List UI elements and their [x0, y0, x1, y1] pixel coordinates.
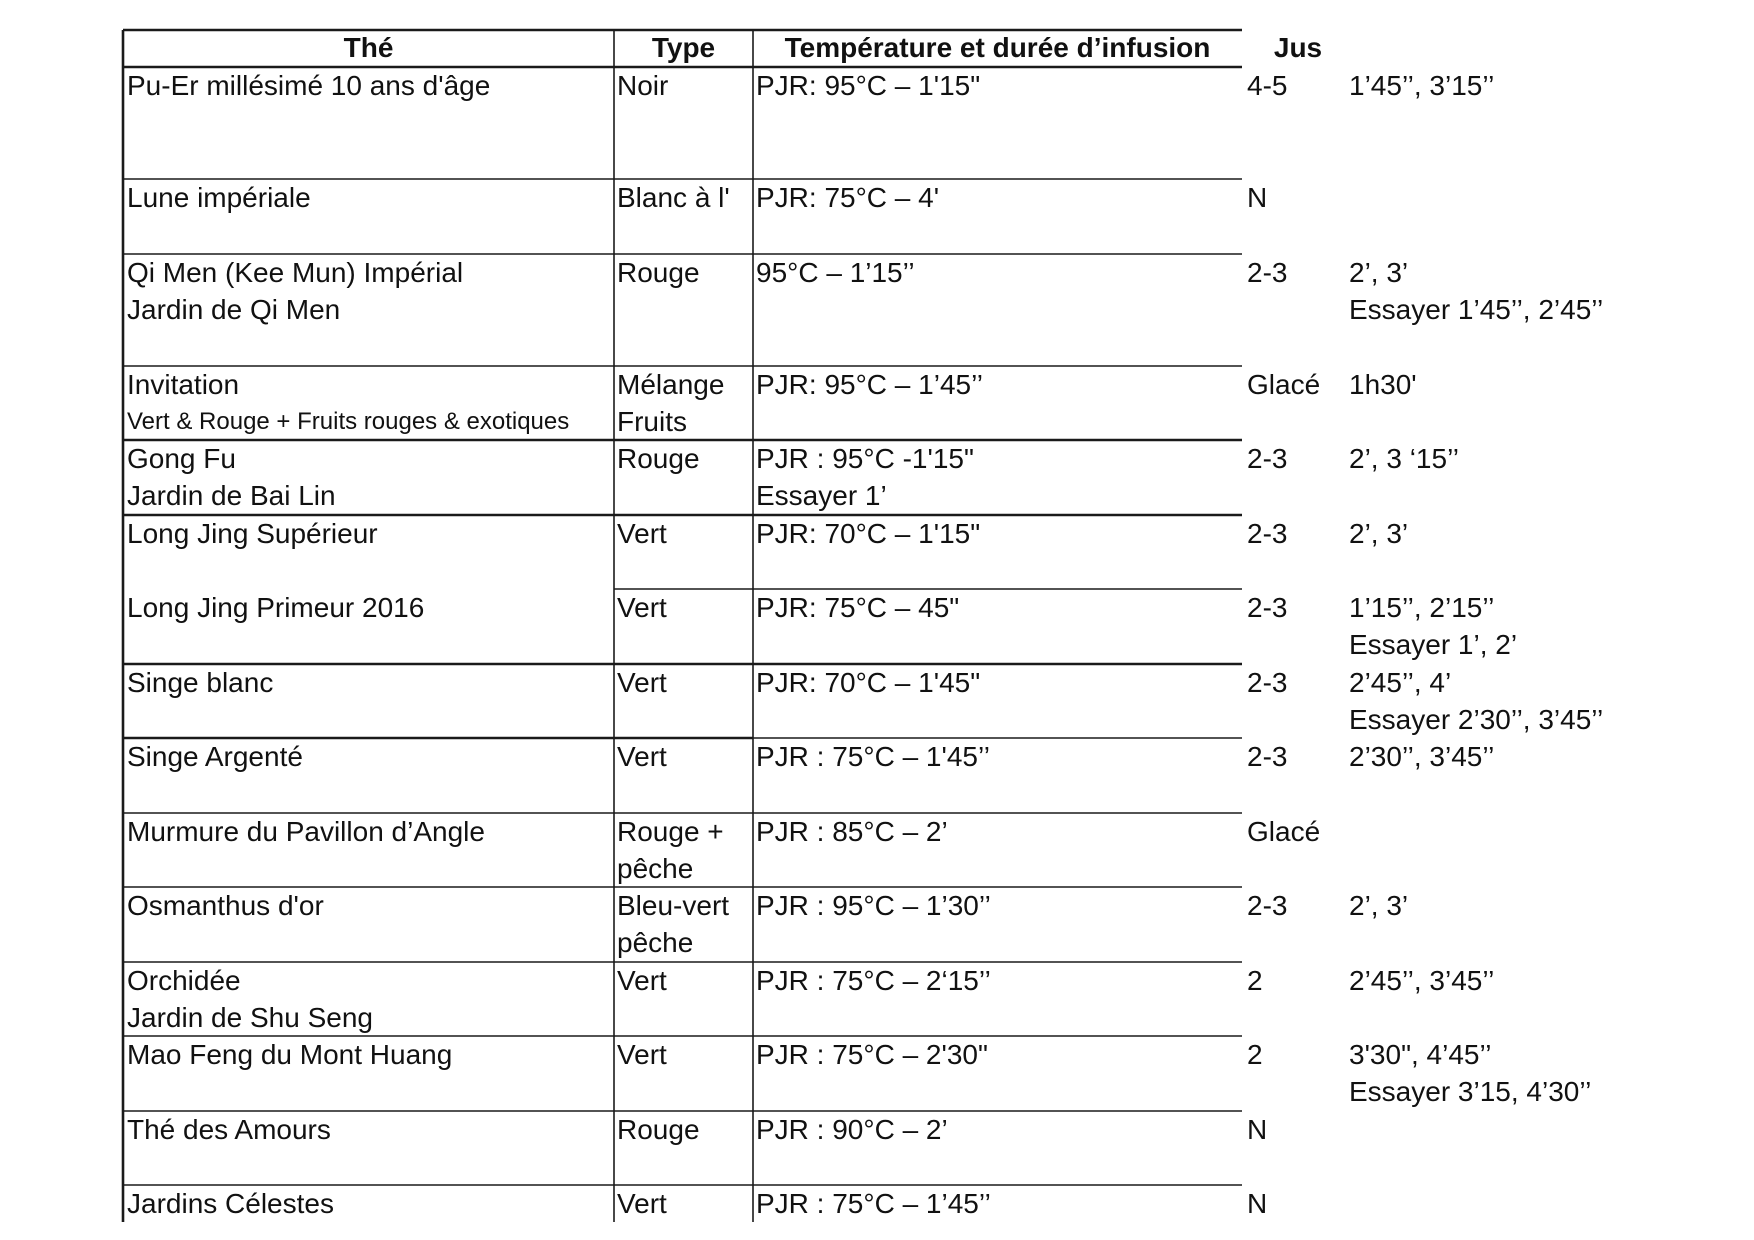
jus-value: 2-3 — [1247, 443, 1288, 474]
tea-type: Vert — [617, 1039, 667, 1070]
cell-jus — [1247, 887, 1287, 924]
cell-jus — [1247, 515, 1287, 552]
jus-value: Glacé — [1247, 369, 1321, 400]
jus-value: N — [1247, 1188, 1268, 1219]
tea-name: Gong Fu — [127, 443, 236, 474]
reinfusion-text: 1’45’’, 3’15’’ — [1349, 70, 1495, 101]
tea-type-line2: pêche — [617, 853, 694, 884]
infusion-text: PJR: 70°C – 1'45" — [756, 667, 981, 698]
tea-type: Rouge — [617, 257, 700, 288]
cell-the — [127, 738, 303, 775]
infusion-text: PJR: 75°C – 4' — [756, 182, 940, 213]
reinfusion-text: 2’30’’, 3’45’’ — [1349, 741, 1495, 772]
reinfusion-text: 2’, 3 ‘15’’ — [1349, 443, 1460, 474]
reinfusion-text: 1h30' — [1349, 369, 1417, 400]
infusion-text: PJR: 95°C – 1'15" — [756, 70, 981, 101]
tea-type: Vert — [617, 667, 667, 698]
cell-the — [127, 813, 485, 850]
cell-infusion — [756, 1036, 988, 1073]
header-jus: Jus — [1273, 32, 1323, 63]
reinfusion-text: 3'30", 4’45’’ — [1349, 1039, 1492, 1070]
tea-type: Vert — [617, 518, 667, 549]
infusion-text: PJR: 70°C – 1'15" — [756, 518, 981, 549]
cell-jus — [1247, 254, 1287, 291]
cell-type — [617, 1185, 667, 1222]
cell-jus — [1247, 366, 1320, 403]
tea-type: Noir — [617, 70, 669, 101]
tea-name: Osmanthus d'or — [127, 890, 324, 921]
cell-infusion — [756, 1185, 991, 1222]
tea-name: Invitation — [127, 369, 240, 400]
cell-the — [127, 515, 378, 552]
jus-value: 2-3 — [1247, 518, 1288, 549]
reinfusion-text: 2’45’’, 3’45’’ — [1349, 965, 1495, 996]
infusion-try: Essayer 1’ — [756, 480, 887, 511]
cell-jus — [1247, 67, 1287, 104]
tea-type: Blanc à l' — [617, 182, 730, 213]
tea-name: Thé des Amours — [127, 1114, 331, 1145]
jus-value: 4-5 — [1247, 70, 1288, 101]
jus-value: 2-3 — [1247, 257, 1288, 288]
tea-type: Rouge — [617, 443, 700, 474]
infusion-text: PJR : 75°C – 2‘15’’ — [756, 965, 991, 996]
cell-reinfusions — [1349, 589, 1517, 663]
reinfusion-try: Essayer 1’, 2’ — [1349, 629, 1518, 660]
tea-garden: Jardin de Bai Lin — [127, 480, 336, 511]
cell-type — [617, 254, 700, 291]
cell-jus — [1247, 962, 1263, 999]
reinfusion-try: Essayer 2’30’’, 3’45’’ — [1349, 704, 1604, 735]
tea-garden: Jardin de Shu Seng — [127, 1002, 373, 1033]
reinfusion-text: 2’, 3’ — [1349, 518, 1409, 549]
tea-type: Vert — [617, 1188, 667, 1219]
cell-infusion — [756, 887, 991, 924]
cell-reinfusions — [1349, 515, 1408, 552]
reinfusion-text: 2’, 3’ — [1349, 257, 1409, 288]
tea-type-line2: pêche — [617, 927, 694, 958]
tea-name: Singe blanc — [127, 667, 274, 698]
infusion-text: PJR : 75°C – 2'30" — [756, 1039, 988, 1070]
cell-type — [617, 179, 730, 216]
cell-type — [617, 962, 667, 999]
cell-the — [127, 664, 273, 701]
cell-infusion — [756, 1111, 948, 1148]
tea-name: Singe Argenté — [127, 741, 303, 772]
cell-reinfusions — [1349, 664, 1603, 738]
cell-infusion — [756, 738, 990, 775]
cell-reinfusions — [1349, 254, 1603, 328]
cell-the — [127, 1036, 452, 1073]
reinfusion-try: Essayer 3’15, 4’30’’ — [1349, 1076, 1592, 1107]
cell-infusion — [756, 440, 974, 514]
header-the: Thé — [343, 32, 394, 63]
cell-jus — [1247, 1111, 1267, 1148]
infusion-text: 95°C – 1’15’’ — [756, 257, 915, 288]
jus-value: N — [1247, 182, 1268, 213]
cell-reinfusions — [1349, 440, 1459, 477]
cell-reinfusions — [1349, 962, 1494, 999]
tea-garden: Jardin de Qi Men — [127, 294, 341, 325]
cell-the — [127, 1111, 331, 1148]
infusion-text: PJR : 85°C – 2’ — [756, 816, 948, 847]
cell-the — [127, 589, 424, 626]
tea-name: Long Jing Supérieur — [127, 518, 378, 549]
tea-name: Jardins Célestes — [127, 1188, 334, 1219]
tea-type: Vert — [617, 965, 667, 996]
cell-type — [617, 440, 700, 477]
tea-type: Bleu-vert — [617, 890, 730, 921]
tea-name: Murmure du Pavillon d’Angle — [127, 816, 485, 847]
cell-the — [127, 887, 324, 924]
cell-type — [617, 887, 729, 961]
tea-name: Mao Feng du Mont Huang — [127, 1039, 453, 1070]
cell-jus — [1247, 1185, 1267, 1222]
infusion-text: PJR : 95°C – 1’30’’ — [756, 890, 991, 921]
jus-value: 2-3 — [1247, 890, 1288, 921]
cell-infusion — [756, 67, 980, 104]
cell-infusion — [756, 962, 991, 999]
infusion-text: PJR : 75°C – 1’45’’ — [756, 1188, 991, 1219]
tea-type: Vert — [617, 741, 667, 772]
cell-infusion — [756, 664, 980, 701]
cell-the — [127, 179, 311, 216]
cell-infusion — [756, 589, 959, 626]
cell-the — [127, 67, 490, 104]
cell-reinfusions — [1349, 887, 1408, 924]
tea-name: Long Jing Primeur 2016 — [127, 592, 425, 623]
jus-value: 2 — [1247, 1039, 1263, 1070]
cell-the — [127, 440, 336, 514]
tea-type: Rouge + — [617, 816, 724, 847]
cell-infusion — [756, 254, 915, 291]
jus-value: Glacé — [1247, 816, 1321, 847]
cell-reinfusions — [1349, 366, 1417, 403]
cell-infusion — [756, 366, 983, 403]
infusion-text: PJR: 75°C – 45" — [756, 592, 960, 623]
tea-type: Rouge — [617, 1114, 700, 1145]
cell-type — [617, 515, 667, 552]
tea-type-line2: Fruits — [617, 406, 687, 437]
cell-jus — [1247, 664, 1287, 701]
infusion-text: PJR : 90°C – 2’ — [756, 1114, 948, 1145]
jus-value: 2-3 — [1247, 667, 1288, 698]
cell-jus — [1247, 179, 1267, 216]
header-type: Type — [651, 32, 716, 63]
tea-name: Pu-Er millésimé 10 ans d'âge — [127, 70, 491, 101]
cell-type — [617, 589, 667, 626]
jus-value: 2-3 — [1247, 592, 1288, 623]
cell-type — [617, 738, 667, 775]
reinfusion-text: 2’, 3’ — [1349, 890, 1409, 921]
cell-the — [127, 254, 463, 328]
cell-the — [127, 1185, 334, 1222]
cell-reinfusions — [1349, 738, 1494, 775]
cell-type — [617, 1036, 667, 1073]
jus-value: 2-3 — [1247, 741, 1288, 772]
cell-type — [617, 366, 724, 440]
cell-jus — [1247, 589, 1287, 626]
jus-value: 2 — [1247, 965, 1263, 996]
reinfusion-try: Essayer 1’45’’, 2’45’’ — [1349, 294, 1604, 325]
header-infusion: Température et durée d’infusion — [784, 32, 1211, 63]
reinfusion-text: 1’15’’, 2’15’’ — [1349, 592, 1495, 623]
infusion-text: PJR : 95°C -1'15" — [756, 443, 974, 474]
infusion-text: PJR: 95°C – 1’45’’ — [756, 369, 984, 400]
cell-reinfusions — [1349, 1036, 1591, 1110]
cell-infusion — [756, 179, 939, 216]
cell-jus — [1247, 738, 1287, 775]
cell-the — [127, 962, 373, 1036]
cell-type — [617, 1111, 700, 1148]
cell-reinfusions — [1349, 67, 1494, 104]
infusion-text: PJR : 75°C – 1'45’’ — [756, 741, 990, 772]
cell-jus — [1247, 440, 1287, 477]
reinfusion-text: 2’45’’, 4’ — [1349, 667, 1452, 698]
tea-name: Qi Men (Kee Mun) Impérial — [127, 257, 464, 288]
cell-the — [127, 366, 569, 440]
tea-description: Vert & Rouge + Fruits rouges & exotiques — [127, 408, 570, 435]
cell-infusion — [756, 515, 980, 552]
jus-value: N — [1247, 1114, 1268, 1145]
cell-type — [617, 67, 668, 104]
tea-type: Vert — [617, 592, 667, 623]
tea-name: Orchidée — [127, 965, 241, 996]
tea-type: Mélange — [617, 369, 725, 400]
cell-infusion — [756, 813, 948, 850]
cell-type — [617, 813, 724, 887]
tea-name: Lune impériale — [127, 182, 311, 213]
cell-jus — [1247, 1036, 1263, 1073]
cell-jus — [1247, 813, 1320, 850]
cell-type — [617, 664, 667, 701]
